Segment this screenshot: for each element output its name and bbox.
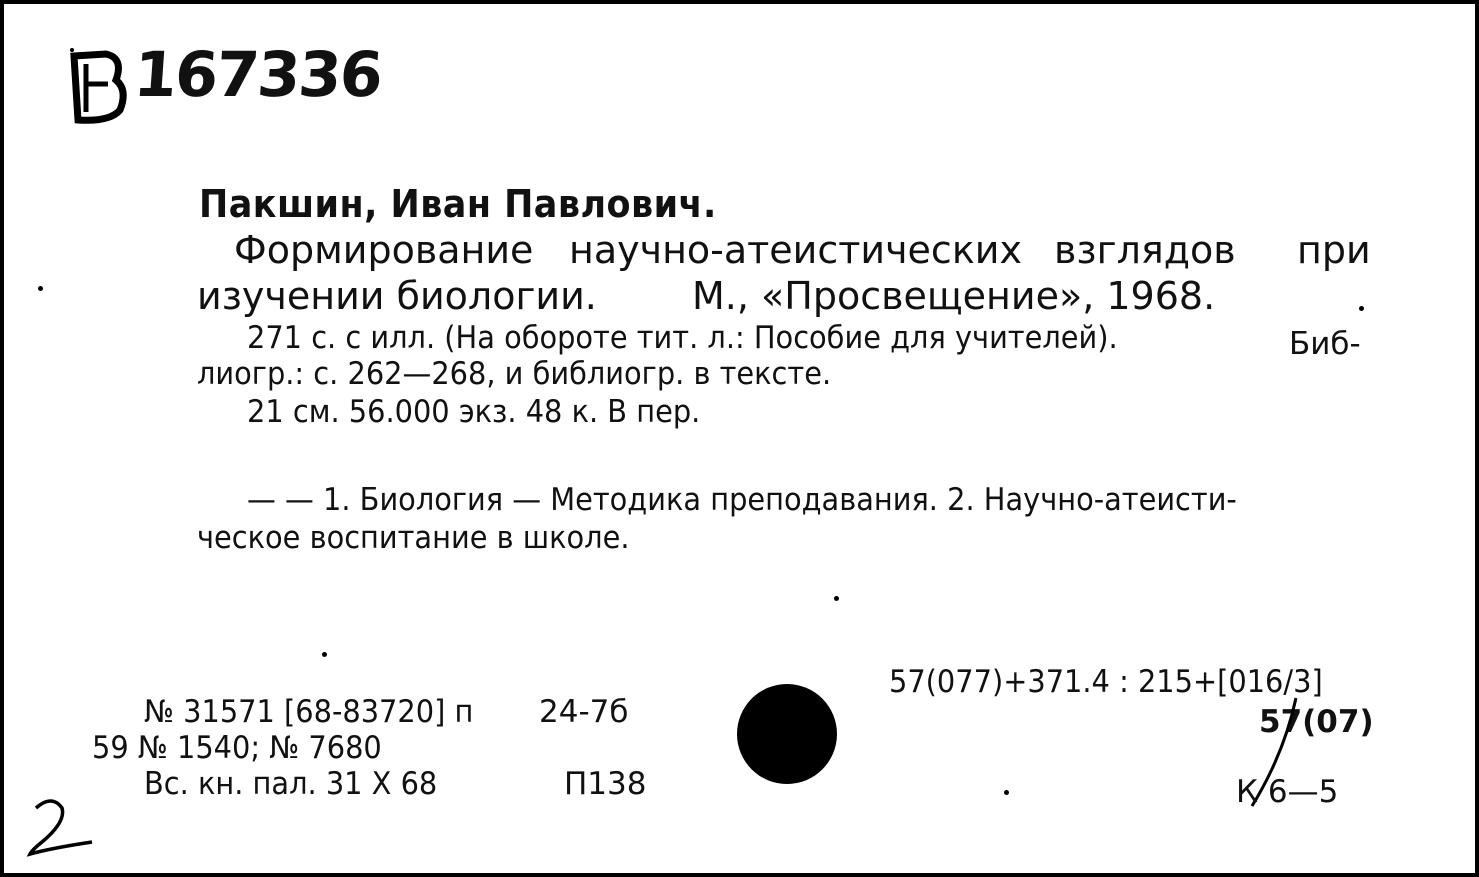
title-word: Формирование xyxy=(234,228,534,272)
classification-line-1: 57(077)+371.4 : 215+[016/3] xyxy=(889,664,1323,700)
publisher-line: М., «Просвещение», 1968. xyxy=(692,274,1216,318)
punch-hole xyxy=(737,684,837,784)
inventory-number: 167336 xyxy=(131,38,384,111)
speck xyxy=(1004,790,1009,795)
author-heading: Пакшин, Иван Павлович. xyxy=(199,182,717,226)
speck xyxy=(322,652,327,657)
registration-line-3-end: П138 xyxy=(564,766,647,802)
speck xyxy=(1359,306,1364,311)
author-code: К 6—5 xyxy=(1236,774,1339,810)
handwritten-number-mark xyxy=(22,792,102,862)
description-line-1-end: Биб- xyxy=(1289,326,1361,362)
registration-line-2: 59 № 1540; № 7680 xyxy=(92,730,382,766)
title-word: при xyxy=(1297,228,1371,272)
subjects-line-2: ческое воспитание в школе. xyxy=(197,520,630,556)
title-line-2: изучении биологии. xyxy=(197,274,597,318)
title-word: научно-атеистических xyxy=(569,228,1022,272)
description-line-1: 271 с. с илл. (На обороте тит. л.: Пособие для учителей). xyxy=(247,320,1118,356)
subjects-line-1: — — 1. Биология — Методика преподавания. 2. Научно-атеисти- xyxy=(247,482,1237,518)
registration-line-1-end: 24-7б xyxy=(539,694,629,730)
library-stamp-letter-b xyxy=(66,46,130,126)
classification-line-2: 57(07) xyxy=(1259,704,1374,740)
description-line-3: 21 см. 56.000 экз. 48 к. В пер. xyxy=(247,394,701,430)
title-word: взглядов xyxy=(1054,228,1236,272)
speck xyxy=(834,596,839,601)
registration-line-1: № 31571 [68-83720] п xyxy=(144,694,474,730)
description-line-2: лиогр.: с. 262—268, и библиогр. в тексте. xyxy=(197,356,832,392)
registration-line-3: Вс. кн. пал. 31 X 68 xyxy=(144,766,438,802)
speck xyxy=(38,286,43,291)
